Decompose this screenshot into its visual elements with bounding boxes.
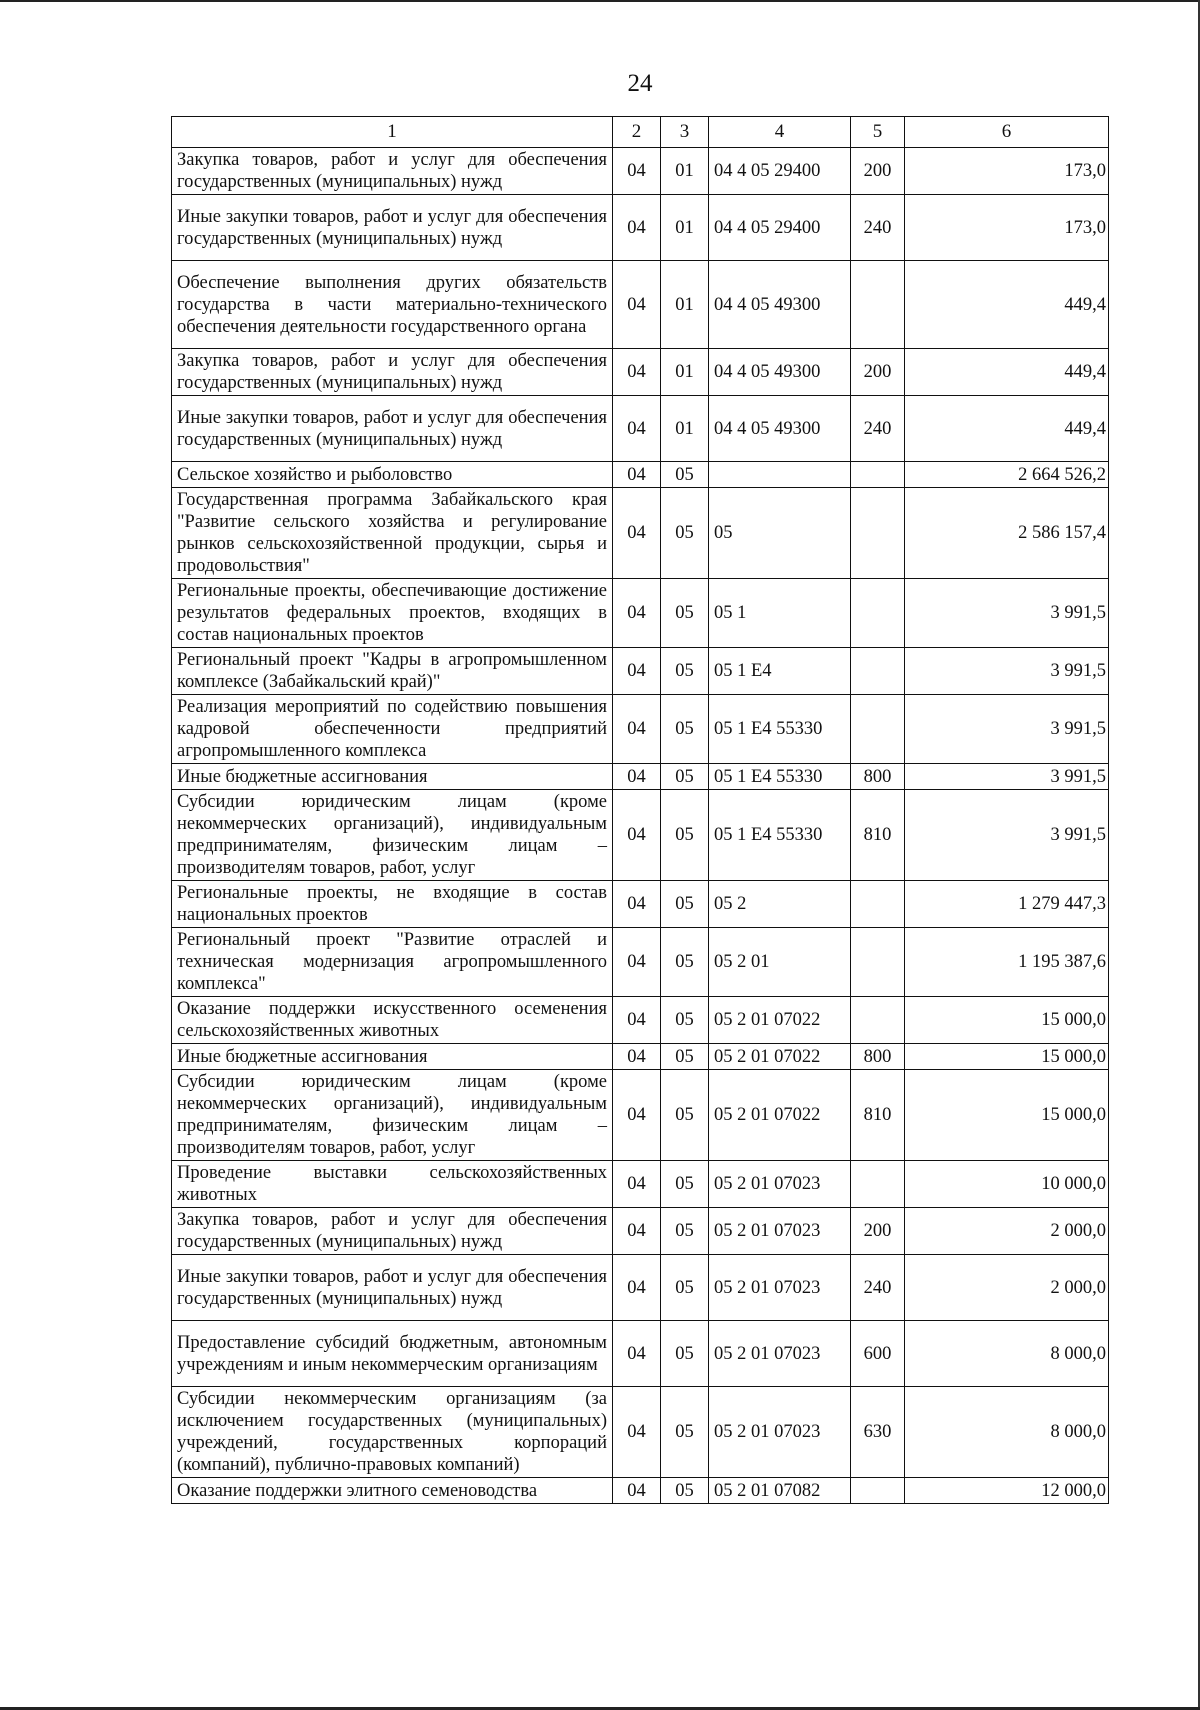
row-expense-type-cell: 240 <box>851 1255 905 1321</box>
header-col-3: 3 <box>661 117 709 148</box>
row-name-cell: Оказание поддержки искусственного осеменения сельскохозяйственных животных <box>172 997 613 1044</box>
scan-edge-top <box>0 0 1200 2</box>
row-target-article-cell: 04 4 05 49300 <box>709 261 851 349</box>
row-expense-type-cell: 800 <box>851 1044 905 1070</box>
row-target-article-cell: 05 1 E4 55330 <box>709 790 851 881</box>
row-subsection-cell: 05 <box>661 1208 709 1255</box>
row-amount-cell: 12 000,0 <box>905 1478 1109 1504</box>
table-row <box>172 1161 1109 1208</box>
row-name-cell: Субсидии юридическим лицам (кроме некоммерческих организаций), индивидуальным предпринимателям, физическим лицам – производителям товаров, работ, услуг <box>172 1070 613 1161</box>
table-row <box>172 579 1109 648</box>
row-name-cell: Региональные проекты, не входящие в состав национальных проектов <box>172 881 613 928</box>
row-expense-type-cell <box>851 881 905 928</box>
row-subsection-cell: 05 <box>661 695 709 764</box>
table-row <box>172 695 1109 764</box>
table-header-row <box>172 117 1109 148</box>
table-row <box>172 1044 1109 1070</box>
row-subsection-cell: 01 <box>661 195 709 261</box>
header-col-4: 4 <box>709 117 851 148</box>
row-amount-cell: 2 586 157,4 <box>905 488 1109 579</box>
row-section-cell: 04 <box>613 148 661 195</box>
table-row <box>172 764 1109 790</box>
row-expense-type-cell: 800 <box>851 764 905 790</box>
row-section-cell: 04 <box>613 1478 661 1504</box>
row-target-article-cell: 05 2 01 07023 <box>709 1255 851 1321</box>
table-row <box>172 648 1109 695</box>
row-amount-cell: 2 000,0 <box>905 1255 1109 1321</box>
header-col-1: 1 <box>172 117 613 148</box>
row-subsection-cell: 05 <box>661 462 709 488</box>
row-amount-cell: 3 991,5 <box>905 790 1109 881</box>
row-section-cell: 04 <box>613 579 661 648</box>
table-row <box>172 881 1109 928</box>
header-col-5: 5 <box>851 117 905 148</box>
row-name-cell: Реализация мероприятий по содействию повышения кадровой обеспеченности предприятий агропромышленного комплекса <box>172 695 613 764</box>
row-expense-type-cell: 600 <box>851 1321 905 1387</box>
row-name-cell: Субсидии юридическим лицам (кроме некоммерческих организаций), индивидуальным предпринимателям, физическим лицам – производителям товаров, работ, услуг <box>172 790 613 881</box>
row-amount-cell: 15 000,0 <box>905 1070 1109 1161</box>
row-section-cell: 04 <box>613 488 661 579</box>
row-expense-type-cell <box>851 695 905 764</box>
row-name-cell: Обеспечение выполнения других обязательств государства в части материально-технического обеспечения деятельности государственного органа <box>172 261 613 349</box>
row-section-cell: 04 <box>613 1255 661 1321</box>
row-target-article-cell: 05 2 01 07022 <box>709 997 851 1044</box>
row-section-cell: 04 <box>613 1321 661 1387</box>
row-target-article-cell: 05 2 01 07082 <box>709 1478 851 1504</box>
row-target-article-cell: 04 4 05 49300 <box>709 396 851 462</box>
table-row <box>172 396 1109 462</box>
row-name-cell: Региональный проект "Развитие отраслей и техническая модернизация агропромышленного комплекса" <box>172 928 613 997</box>
row-name-cell: Иные закупки товаров, работ и услуг для обеспечения государственных (муниципальных) нужд <box>172 1255 613 1321</box>
row-name-cell: Государственная программа Забайкальского края "Развитие сельского хозяйства и регулирование рынков сельскохозяйственной продукции, сырья и продовольствия" <box>172 488 613 579</box>
row-target-article-cell <box>709 462 851 488</box>
row-target-article-cell: 04 4 05 49300 <box>709 349 851 396</box>
row-section-cell: 04 <box>613 764 661 790</box>
row-subsection-cell: 05 <box>661 1321 709 1387</box>
row-target-article-cell: 04 4 05 29400 <box>709 195 851 261</box>
table-row <box>172 1321 1109 1387</box>
row-amount-cell: 3 991,5 <box>905 695 1109 764</box>
row-amount-cell: 8 000,0 <box>905 1321 1109 1387</box>
row-target-article-cell: 05 2 <box>709 881 851 928</box>
row-name-cell: Региональные проекты, обеспечивающие достижение результатов федеральных проектов, входящих в состав национальных проектов <box>172 579 613 648</box>
row-amount-cell: 449,4 <box>905 396 1109 462</box>
row-name-cell: Закупка товаров, работ и услуг для обеспечения государственных (муниципальных) нужд <box>172 148 613 195</box>
page-number: 24 <box>627 70 653 97</box>
table-row <box>172 997 1109 1044</box>
row-expense-type-cell <box>851 1478 905 1504</box>
row-subsection-cell: 05 <box>661 1044 709 1070</box>
row-subsection-cell: 05 <box>661 790 709 881</box>
table-row <box>172 1070 1109 1161</box>
row-subsection-cell: 05 <box>661 1387 709 1478</box>
row-name-cell: Закупка товаров, работ и услуг для обеспечения государственных (муниципальных) нужд <box>172 1208 613 1255</box>
row-section-cell: 04 <box>613 928 661 997</box>
row-section-cell: 04 <box>613 997 661 1044</box>
row-section-cell: 04 <box>613 1044 661 1070</box>
row-amount-cell: 15 000,0 <box>905 1044 1109 1070</box>
row-section-cell: 04 <box>613 195 661 261</box>
row-target-article-cell: 05 1 E4 <box>709 648 851 695</box>
row-amount-cell: 173,0 <box>905 148 1109 195</box>
row-name-cell: Предоставление субсидий бюджетным, автономным учреждениям и иным некоммерческим организациям <box>172 1321 613 1387</box>
row-amount-cell: 3 991,5 <box>905 579 1109 648</box>
row-expense-type-cell: 200 <box>851 148 905 195</box>
row-expense-type-cell <box>851 928 905 997</box>
table-body <box>172 148 1109 1504</box>
row-section-cell: 04 <box>613 790 661 881</box>
row-target-article-cell: 05 2 01 07022 <box>709 1044 851 1070</box>
row-expense-type-cell <box>851 261 905 349</box>
row-target-article-cell: 04 4 05 29400 <box>709 148 851 195</box>
row-name-cell: Иные бюджетные ассигнования <box>172 1044 613 1070</box>
row-subsection-cell: 05 <box>661 1161 709 1208</box>
row-subsection-cell: 05 <box>661 488 709 579</box>
row-target-article-cell: 05 2 01 07022 <box>709 1070 851 1161</box>
row-expense-type-cell <box>851 462 905 488</box>
table-row <box>172 1208 1109 1255</box>
row-target-article-cell: 05 1 E4 55330 <box>709 764 851 790</box>
row-expense-type-cell: 810 <box>851 790 905 881</box>
row-section-cell: 04 <box>613 261 661 349</box>
row-target-article-cell: 05 <box>709 488 851 579</box>
row-subsection-cell: 05 <box>661 1070 709 1161</box>
row-name-cell: Региональный проект "Кадры в агропромышленном комплексе (Забайкальский край)" <box>172 648 613 695</box>
row-target-article-cell: 05 2 01 07023 <box>709 1161 851 1208</box>
row-expense-type-cell <box>851 579 905 648</box>
row-target-article-cell: 05 1 E4 55330 <box>709 695 851 764</box>
row-expense-type-cell: 200 <box>851 349 905 396</box>
table-row <box>172 148 1109 195</box>
row-section-cell: 04 <box>613 1070 661 1161</box>
row-name-cell: Сельское хозяйство и рыболовство <box>172 462 613 488</box>
row-subsection-cell: 05 <box>661 1255 709 1321</box>
row-name-cell: Оказание поддержки элитного семеноводства <box>172 1478 613 1504</box>
row-amount-cell: 2 000,0 <box>905 1208 1109 1255</box>
row-subsection-cell: 01 <box>661 396 709 462</box>
row-section-cell: 04 <box>613 462 661 488</box>
row-amount-cell: 8 000,0 <box>905 1387 1109 1478</box>
row-subsection-cell: 01 <box>661 148 709 195</box>
row-amount-cell: 3 991,5 <box>905 764 1109 790</box>
row-subsection-cell: 05 <box>661 928 709 997</box>
row-amount-cell: 3 991,5 <box>905 648 1109 695</box>
row-amount-cell: 449,4 <box>905 261 1109 349</box>
row-name-cell: Проведение выставки сельскохозяйственных животных <box>172 1161 613 1208</box>
table-row <box>172 488 1109 579</box>
header-col-6: 6 <box>905 117 1109 148</box>
table-row <box>172 790 1109 881</box>
row-name-cell: Иные бюджетные ассигнования <box>172 764 613 790</box>
row-section-cell: 04 <box>613 648 661 695</box>
row-amount-cell: 10 000,0 <box>905 1161 1109 1208</box>
row-subsection-cell: 05 <box>661 764 709 790</box>
row-section-cell: 04 <box>613 349 661 396</box>
row-subsection-cell: 01 <box>661 261 709 349</box>
header-col-2: 2 <box>613 117 661 148</box>
row-subsection-cell: 05 <box>661 997 709 1044</box>
row-target-article-cell: 05 2 01 <box>709 928 851 997</box>
row-target-article-cell: 05 2 01 07023 <box>709 1321 851 1387</box>
row-amount-cell: 449,4 <box>905 349 1109 396</box>
row-name-cell: Иные закупки товаров, работ и услуг для обеспечения государственных (муниципальных) нужд <box>172 396 613 462</box>
row-subsection-cell: 05 <box>661 579 709 648</box>
row-name-cell: Закупка товаров, работ и услуг для обеспечения государственных (муниципальных) нужд <box>172 349 613 396</box>
row-section-cell: 04 <box>613 1208 661 1255</box>
table-row <box>172 1478 1109 1504</box>
row-section-cell: 04 <box>613 695 661 764</box>
row-amount-cell: 1 279 447,3 <box>905 881 1109 928</box>
table-row <box>172 462 1109 488</box>
row-expense-type-cell <box>851 1161 905 1208</box>
row-target-article-cell: 05 1 <box>709 579 851 648</box>
table-row <box>172 261 1109 349</box>
row-amount-cell: 15 000,0 <box>905 997 1109 1044</box>
row-subsection-cell: 01 <box>661 349 709 396</box>
table-row <box>172 928 1109 997</box>
row-amount-cell: 1 195 387,6 <box>905 928 1109 997</box>
row-subsection-cell: 05 <box>661 648 709 695</box>
row-name-cell: Иные закупки товаров, работ и услуг для обеспечения государственных (муниципальных) нужд <box>172 195 613 261</box>
row-subsection-cell: 05 <box>661 881 709 928</box>
row-target-article-cell: 05 2 01 07023 <box>709 1387 851 1478</box>
row-section-cell: 04 <box>613 881 661 928</box>
row-expense-type-cell: 240 <box>851 195 905 261</box>
budget-table <box>171 116 1109 1504</box>
table-row <box>172 1255 1109 1321</box>
row-expense-type-cell <box>851 488 905 579</box>
row-expense-type-cell: 200 <box>851 1208 905 1255</box>
row-name-cell: Субсидии некоммерческим организациям (за исключением государственных (муниципальных) учреждений, государственных корпораций (компаний), публично-правовых компаний) <box>172 1387 613 1478</box>
row-section-cell: 04 <box>613 396 661 462</box>
row-expense-type-cell: 240 <box>851 396 905 462</box>
table-row <box>172 349 1109 396</box>
row-subsection-cell: 05 <box>661 1478 709 1504</box>
row-amount-cell: 2 664 526,2 <box>905 462 1109 488</box>
row-expense-type-cell <box>851 997 905 1044</box>
table-row <box>172 195 1109 261</box>
row-target-article-cell: 05 2 01 07023 <box>709 1208 851 1255</box>
table-row <box>172 1387 1109 1478</box>
row-amount-cell: 173,0 <box>905 195 1109 261</box>
row-section-cell: 04 <box>613 1387 661 1478</box>
row-section-cell: 04 <box>613 1161 661 1208</box>
row-expense-type-cell <box>851 648 905 695</box>
row-expense-type-cell: 630 <box>851 1387 905 1478</box>
row-expense-type-cell: 810 <box>851 1070 905 1161</box>
